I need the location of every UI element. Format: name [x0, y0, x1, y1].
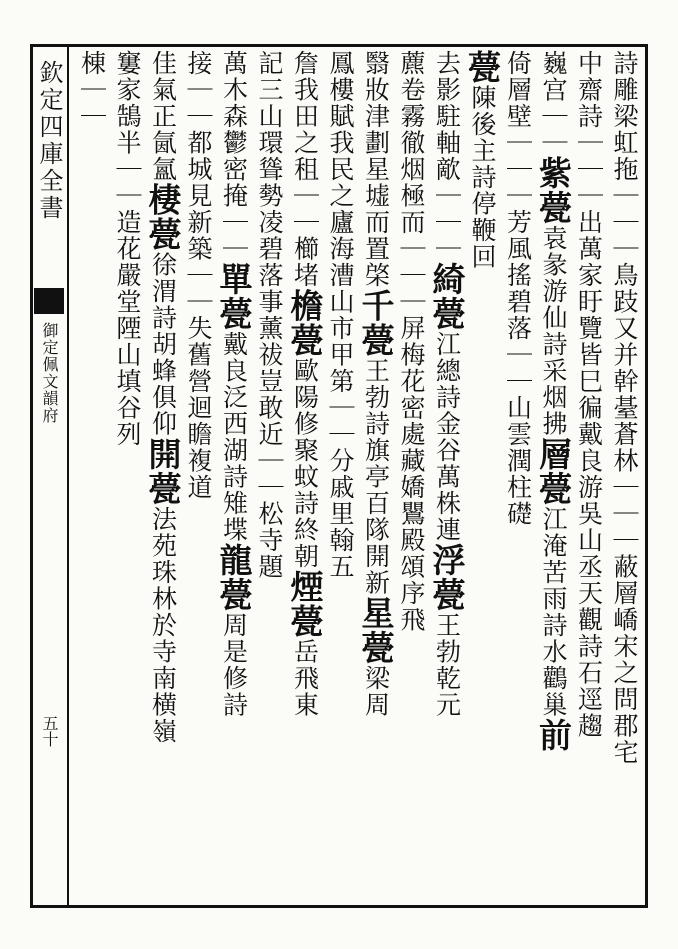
- text-segment: 都城: [184, 129, 213, 183]
- text-segment: ｜｜｜: [432, 182, 462, 262]
- text-column: [107, 50, 147, 900]
- text-segment: 陳後主詩停鞭回: [468, 84, 497, 270]
- headword: 綺甍: [427, 262, 467, 331]
- text-segment: 梁周: [361, 665, 391, 718]
- headword: 前: [534, 718, 573, 753]
- text-segment: ｜｜: [113, 156, 142, 209]
- text-column: [356, 50, 396, 900]
- text-column: [498, 50, 538, 900]
- text-segment: 詩雕梁虹拖: [610, 50, 639, 183]
- text-segment: ｜｜: [539, 103, 568, 156]
- headword: 紫甍: [534, 156, 573, 225]
- text-segment: 失舊營: [184, 315, 213, 395]
- text-segment: ｜｜｜: [610, 182, 639, 262]
- text-segment: 市甲第: [326, 315, 355, 395]
- text-segment: 棟: [77, 50, 107, 77]
- text-segment: ｜｜: [77, 76, 107, 130]
- main-text-area: [72, 50, 644, 900]
- text-segment: 巍宫: [539, 50, 568, 103]
- text-segment: ｜｜｜: [610, 474, 639, 554]
- headword: 棲甍: [143, 182, 183, 252]
- text-segment: 中齋詩: [574, 50, 604, 130]
- headword: 檐甍: [285, 288, 325, 358]
- text-segment: 歐陽修聚蚊詩終朝: [290, 357, 320, 570]
- headword: 千甍: [356, 288, 396, 358]
- text-segment: 松寺題: [255, 500, 284, 580]
- text-segment: 接: [184, 50, 213, 77]
- text-column: [533, 50, 573, 900]
- headword: 開甍: [143, 437, 183, 506]
- text-segment: 王勃詩旗亭百隊開新: [361, 357, 391, 596]
- text-segment: 藨卷霧徹烟極而: [397, 50, 426, 236]
- text-segment: 岳飛東: [290, 638, 320, 718]
- headword: 浮甍: [427, 543, 467, 612]
- text-segment: 翰五: [326, 527, 355, 580]
- text-segment: 去影駐軸歒: [432, 50, 462, 183]
- text-column: [72, 50, 112, 900]
- text-segment: 倚層壁: [503, 50, 533, 130]
- headword: 星甍: [356, 596, 396, 665]
- text-column: [214, 50, 254, 900]
- text-segment: ｜｜: [184, 262, 213, 315]
- text-segment: 梅花密處藏嬌鸎: [397, 341, 426, 527]
- margin-collection-title: 欽定四庫全書: [35, 60, 63, 222]
- text-segment: 江淹苦雨詩水鸛巢: [539, 506, 568, 718]
- text-segment: 鳥跂又并幹䑓蒼林: [610, 262, 639, 474]
- text-segment: ｜｜: [503, 341, 533, 395]
- text-segment: 迴瞻複道: [184, 394, 213, 501]
- text-segment: 法苑珠林於寺南横嶺: [148, 506, 178, 745]
- text-segment: 造花嚴堂陻山填谷列: [113, 209, 142, 448]
- text-segment: ｜｜｜: [503, 129, 533, 209]
- text-segment: 山雲潤柱礎: [503, 394, 533, 527]
- text-column: [604, 50, 644, 900]
- text-column: [320, 50, 360, 900]
- text-column: [569, 50, 609, 900]
- left-border: [30, 44, 33, 908]
- text-column: [249, 50, 289, 900]
- text-segment: 殿頌序飛: [397, 527, 426, 633]
- gutter-divider: [67, 44, 69, 908]
- text-segment: 分戚里: [326, 447, 355, 527]
- text-segment: 事薰祓豈敢近: [255, 288, 284, 448]
- text-column: [178, 50, 218, 900]
- right-border: [645, 44, 648, 908]
- text-segment: 記三山環聳勢凌碧落: [255, 50, 284, 289]
- headword: 單甍: [214, 262, 254, 331]
- text-segment: ｜｜: [255, 447, 284, 501]
- text-column: [285, 50, 325, 900]
- text-segment: 詹我田之租: [290, 50, 320, 183]
- text-column: [462, 50, 502, 900]
- text-segment: 見新築: [184, 182, 213, 262]
- text-segment: 徐渭詩胡蜂俱仰: [148, 251, 178, 437]
- text-segment: ｜｜: [326, 394, 355, 448]
- headword: 甍: [463, 50, 502, 85]
- top-border: [30, 44, 648, 47]
- margin-page-number: 五十: [40, 715, 59, 747]
- text-segment: ｜｜: [219, 209, 249, 262]
- text-segment: ｜｜: [184, 76, 213, 130]
- text-segment: ｜｜｜: [574, 129, 604, 209]
- text-segment: ｜｜｜: [397, 235, 426, 315]
- text-column: [391, 50, 431, 900]
- headword: 龍甍: [214, 543, 254, 612]
- text-column: [143, 50, 183, 900]
- text-segment: 周是修詩: [219, 612, 249, 718]
- text-segment: 佳氣正氤氳: [148, 50, 178, 183]
- text-segment: 江總詩金谷萬株連: [432, 331, 462, 543]
- text-segment: 鳳樓賦我民之廬海漕山: [326, 50, 355, 315]
- text-segment: 翳妝津劃星墟而置棨: [361, 50, 391, 289]
- headword: 層甍: [534, 437, 573, 506]
- text-segment: 櫛堵: [290, 235, 320, 289]
- text-segment: 屏: [397, 315, 426, 342]
- text-column: [427, 50, 467, 900]
- text-segment: 出萬家盱覽皆巳徧戴良游吳山丞天觀詩石逕趨: [574, 209, 604, 739]
- text-segment: 王勃乾元: [432, 612, 462, 718]
- text-segment: 戴良泛西湖詩雉堞: [219, 331, 249, 543]
- text-segment: 蔽層嶠宋之問郡宅: [610, 553, 639, 766]
- text-segment: 窶家鵠半: [113, 50, 142, 156]
- text-segment: 袁彖游仙詩采烟拂: [539, 225, 568, 437]
- margin-book-title: 御定佩文韻府: [40, 322, 59, 424]
- headword: 煙甍: [285, 569, 325, 639]
- bottom-border: [30, 905, 648, 908]
- text-segment: 萬木森鬱密掩: [219, 50, 249, 209]
- text-segment: 芳風搖碧落: [503, 209, 533, 342]
- text-segment: ｜｜: [290, 182, 320, 236]
- margin-fishtail-block: [34, 288, 64, 314]
